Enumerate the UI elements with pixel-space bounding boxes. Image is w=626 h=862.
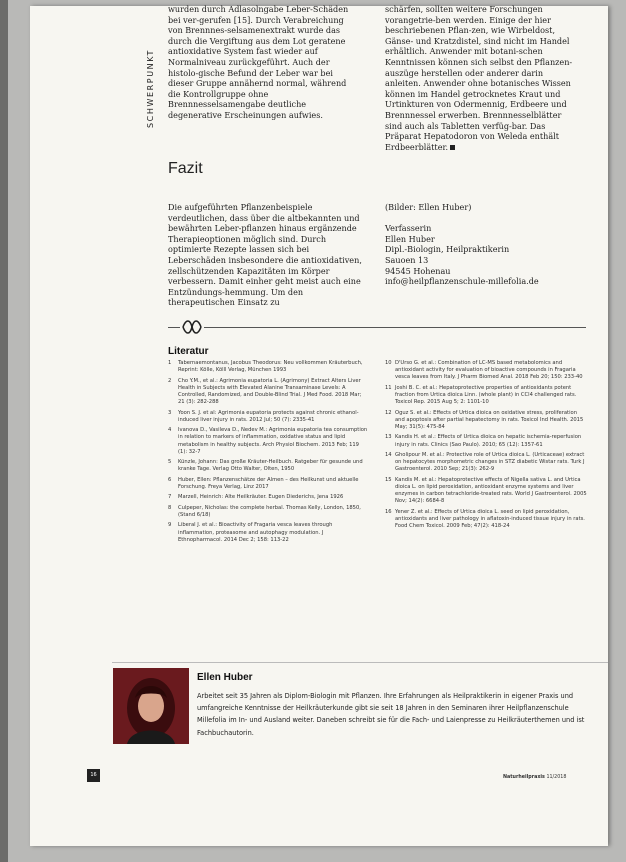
- reference-item: 6 Huber, Ellen: Pflanzenschätze der Almen – des Heilkunst und aktuelle Forschung. Freya Verlag, Linz 2017: [168, 476, 359, 490]
- verfasserin-line: 94545 Hohenau: [385, 265, 451, 276]
- reference-item: 15 Kandis M. et al.: Hepatoprotective effects of Nigella sativa L. and Urtica dioica L. on lipid peroxidation, antioxidant enzyme systems and liver enzymes in carbon tetrachloride-treated rats. World J Gastroenterol. 2005 Nov; 14(2): 6684-8: [385, 476, 587, 505]
- intro-column-right: [385, 4, 581, 152]
- page-number: 16: [87, 769, 100, 782]
- reference-item: 7 Marzell, Heinrich: Alte Heilkräuter. Eugen Diederichs, Jena 1926: [168, 494, 344, 501]
- section-divider: [168, 327, 586, 328]
- dna-icon: [180, 317, 204, 337]
- reference-item: 5 Künzle, Johann: Das große Kräuter-Heilbuch. Ratgeber für gesunde und kranke Tage. Verlag Otto Walter, Olten, 1950: [168, 459, 363, 473]
- reference-item: 9 Liberal J. et al.: Bioactivity of Fragaria vesca leaves through inflammation, proteasome and autophagy modulation. J Ethnopharmacol. 2014 Dec 2; 158: 113-22: [168, 522, 333, 543]
- references-right: [385, 360, 587, 534]
- reference-item: 2 Cho Y.M., et al.: Agrimonia eupatoria L. (Agrimony) Extract Alters Liver Health in Subjects with Elevated Alanine Transaminase Levels: A Controlled, Randomized, and Double-Blind Trial. J Med Food. 2018 Mar; 21 (3): 282-288: [168, 377, 362, 406]
- reference-item: 10 D'Urso G. et al.: Combination of LC-MS based metabolomics and antioxidant activity for evaluation of bioactive compounds in Fragaria vesca leaves from Italy. J Pharm Biomed Anal. 2018 Feb 20; 150: 233-40: [385, 360, 583, 381]
- fazit-heading: Fazit: [168, 160, 203, 177]
- end-mark-icon: [450, 145, 455, 150]
- credits-block: [385, 202, 581, 287]
- verfasserin-email: info@heilpflanzenschule-millefolia.de: [385, 276, 539, 287]
- reference-item: 13 Kandis H. et al.: Effects of Urtica dioica on hepatic ischemia-reperfusion injury in rats. Clinics (Sao Paulo). 2010; 65 (12): 1357-61: [385, 434, 582, 448]
- verfasserin-line: Ellen Huber: [385, 233, 435, 244]
- reference-item: 4 Ivanova D., Vasileva D., Nedev M.: Agrimonia eupatoria tea consumption in relation to markers of inflammation, oxidative status and lipid metabolism in healthy subjects. Arch Physiol Biochem. 2013 Feb; 119 (1): 32-7: [168, 427, 368, 455]
- literatur-heading: Literatur: [168, 346, 209, 357]
- verfasserin-line: Sauoen 13: [385, 254, 429, 265]
- reference-item: 16 Yener Z. et al.: Effects of Urtica dioica L. seed on lipid peroxidation, antioxidants and liver pathology in aflatoxin-induced tissue injury in rats. Food Chem Toxicol. 2009 Feb; 47(2): 418-24: [385, 508, 585, 530]
- reference-item: 3 Yoon S. J. et al: Agrimonia eupatoria protects against chronic ethanol-induced liver injury in rats. 2012 Jul; 50 (7): 2335-41: [168, 409, 359, 423]
- author-bio: Arbeitet seit 35 Jahren als Diplom-Biologin mit Pflanzen. Ihre Erfahrungen als Heilpraktikerin in eigener Praxis und umfangreiche Kenntnisse der Heilkräuterkunde gibt sie seit 18 Jahren in den Seminaren ihrer Heilpflanzenschule Millefolia im In- und Ausland weiter. Daneben schreibt sie für die Fach- und Laienpresse zu Heilkräuterthemen und ist Fachbuchautorin.: [197, 692, 585, 737]
- intro-right-text: schärfen, sollten weitere Forschungen vorangetrie-ben werden. Einige der hier beschriebenen Pflan-zen, wie Wirbeldost, Gänse- und Kratzdistel, sind nicht im Handel erhältlich. Anwender mit botani-schen Kenntnissen können sich selbst den Pflanzen-auszüge herstellen oder anderer darin anleiten. Anwender ohne botanisches Wissen können im Handel getrocknetes Kraut und Urtinkturen von Odermennig, Erdbeere und Brennnessel erwerben. Brennnesselblätter sind auch als Tabletten verfüg-bar. Das Präparat Hepatodoron von Weleda enthält Erdbeerblätter.: [385, 4, 573, 152]
- reference-item: 14 Gholipour M. et al.: Protective role of Urtica dioica L. (Urticaceae) extract on hepatocytes morphometric changes in STZ diabetic Wistar rats. Turk J Gastroenterol. 2010 Sep; 21(3): 262-9: [385, 451, 585, 473]
- fazit-text: Die aufgeführten Pflanzenbeispiele verdeutlichen, dass über die altbekannten und bewährten Leber-pflanzen hinaus ergänzende Therapieoptionen möglich sind. Durch optimierte Rezepte lassen sich bei Leberschäden insbesondere die antioxidativen, zellschützenden Kapazitäten im Körper verbessern. Damit einher geht meist auch eine Entzündungs-hemmung. Um den therapeutischen Einsatz zu: [168, 202, 362, 308]
- intro-column-left: wurden durch Adlasolngabe Leber-Schäden bei ver-gerufen [15]. Durch Verabreichung von Brennnes-selsamenextrakt wurde das durch die Vergiftung aus dem Lot geratene antioxidative System fast wieder auf Normalniveau zurückgeführt. Auch der histolo-gische Befund der Leber war bei dieser Gruppe annähernd normal, während die Kontrollgruppe ohne Brennnesselsamengabe deutliche degenerative Erscheinungen aufwies.: [168, 4, 349, 120]
- references-left: [168, 360, 368, 547]
- author-name: Ellen Huber: [197, 672, 253, 683]
- journal-footer: Naturheilpraxis 11/2018: [503, 775, 567, 780]
- verfasserin-line: Dipl.-Biologin, Heilpraktikerin: [385, 244, 510, 255]
- image-credit: (Bilder: Ellen Huber): [385, 202, 472, 212]
- reference-item: 11 Joshi B. C. et al.: Hepatoprotective properties of antioxidants potent fraction from Urtica dioica Linn. (whole plant) in CCl4 challenged rats. Toxicol Rep. 2015 Aug 5; 2: 1101-10: [385, 384, 577, 406]
- reference-item: 1 Tabernaemontanus, Jacobus Theodorus: Neu vollkommen Kräuterbuch, Reprint: Kölle, Kölll Verlag, München 1993: [168, 360, 363, 374]
- author-photo: [113, 668, 189, 744]
- reference-item: 12 Oguz S. et al.: Effects of Urtica dioica on oxidative stress, proliferation and apoptosis after partial hepatectomy in rats. Toxicol Ind Health. 2015 May; 31(5): 475-84: [385, 409, 584, 430]
- binding-edge: [0, 0, 8, 862]
- reference-item: 8 Culpeper, Nicholas: the complete herbal. Thomas Kelly, London, 1850, (Stand 6/18): [168, 504, 361, 518]
- section-label: SCHWERPUNKT: [146, 49, 155, 128]
- verfasserin-label: Verfasserin: [385, 223, 432, 234]
